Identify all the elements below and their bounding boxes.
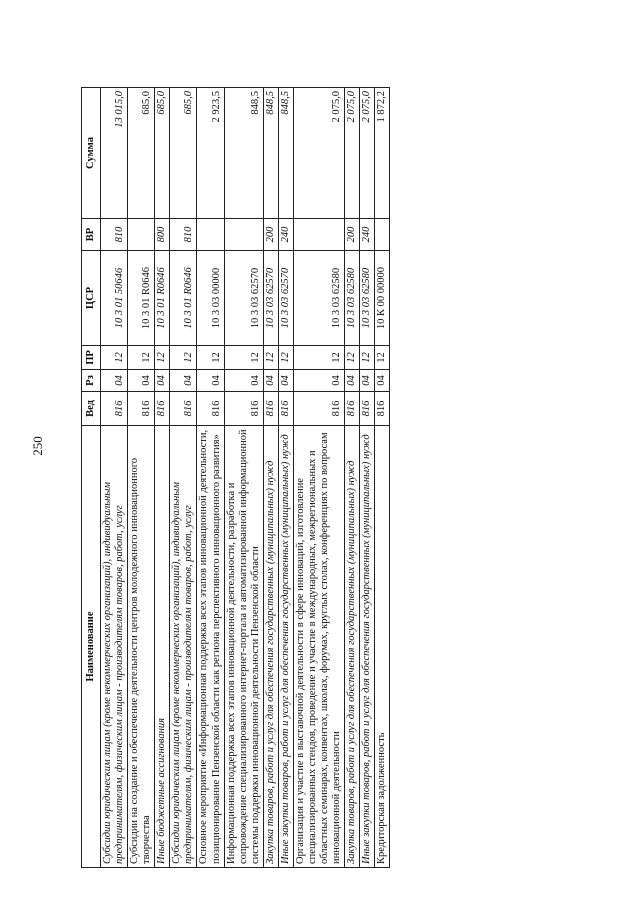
cell-name: Закупка товаров, работ и услуг для обеспечения государственных (муниципальных) нужд xyxy=(263,426,278,868)
cell-rz: 04 xyxy=(197,370,224,392)
table-row xyxy=(360,88,375,868)
cell-sum: 848,5 xyxy=(263,88,278,219)
table-row xyxy=(345,88,360,868)
cell-vr xyxy=(197,219,224,251)
cell-ved: 816 xyxy=(293,392,344,426)
table-row xyxy=(128,88,155,868)
cell-csr: 10 3 03 62580 xyxy=(293,251,344,346)
cell-vr xyxy=(375,219,390,251)
cell-pr: 12 xyxy=(101,346,128,370)
cell-pr: 12 xyxy=(128,346,155,370)
table-header-row xyxy=(82,88,101,868)
cell-rz: 04 xyxy=(224,370,263,392)
cell-pr: 12 xyxy=(170,346,197,370)
cell-sum: 1 872,2 xyxy=(375,88,390,219)
cell-name: Субсидии юридическим лицам (кроме некоммерческих организаций), индивидуальным предпринимателям, физическим лицам - производителям товаров, работ, услуг xyxy=(101,426,128,868)
cell-csr: 10 3 01 50646 xyxy=(101,251,128,346)
cell-sum: 685,0 xyxy=(155,88,170,219)
cell-ved: 816 xyxy=(345,392,360,426)
cell-pr: 12 xyxy=(197,346,224,370)
cell-csr: 10 3 01 R0646 xyxy=(155,251,170,346)
cell-rz: 04 xyxy=(293,370,344,392)
cell-sum: 848,5 xyxy=(278,88,293,219)
cell-rz: 04 xyxy=(360,370,375,392)
cell-vr: 200 xyxy=(263,219,278,251)
header-vr: ВР xyxy=(82,219,101,251)
table-row xyxy=(197,88,224,868)
page-number: 250 xyxy=(30,436,45,456)
cell-csr: 10 3 03 62570 xyxy=(278,251,293,346)
cell-sum: 2 923,5 xyxy=(197,88,224,219)
cell-name: Субсидии юридическим лицам (кроме некоммерческих организаций), индивидуальным предпринимателям, физическим лицам - производителям товаров, работ, услуг xyxy=(170,426,197,868)
header-sum: Сумма xyxy=(82,88,101,219)
cell-vr: 240 xyxy=(278,219,293,251)
cell-rz: 04 xyxy=(128,370,155,392)
table-row xyxy=(101,88,128,868)
cell-ved: 816 xyxy=(375,392,390,426)
cell-vr: 810 xyxy=(101,219,128,251)
cell-ved: 816 xyxy=(128,392,155,426)
cell-name: Основное мероприятие «Информационная поддержка всех этапов инновационной деятельности, позиционирование Пензенской области как региона перспективного инновационного развития» xyxy=(197,426,224,868)
cell-name: Закупка товаров, работ и услуг для обеспечения государственных (муниципальных) нужд xyxy=(345,426,360,868)
cell-ved: 816 xyxy=(224,392,263,426)
cell-name: Кредиторская задолженность xyxy=(375,426,390,868)
cell-vr: 200 xyxy=(345,219,360,251)
cell-ved: 816 xyxy=(197,392,224,426)
cell-rz: 04 xyxy=(170,370,197,392)
cell-vr xyxy=(293,219,344,251)
cell-rz: 04 xyxy=(375,370,390,392)
cell-ved: 816 xyxy=(278,392,293,426)
cell-ved: 816 xyxy=(101,392,128,426)
cell-vr: 810 xyxy=(170,219,197,251)
cell-ved: 816 xyxy=(263,392,278,426)
cell-pr: 12 xyxy=(360,346,375,370)
table-row xyxy=(375,88,390,868)
cell-name: Организация и участие в выставочной деятельности в сфере инноваций, изготовление специализированных стендов, проведение и участие в международных, межрегиональных и областных семинарах, конвентах, школах, форумах, круглых столах, конференциях по вопросам инновационной деятельности xyxy=(293,426,344,868)
cell-csr: 10 3 03 62570 xyxy=(263,251,278,346)
cell-rz: 04 xyxy=(278,370,293,392)
cell-name: Субсидии на создание и обеспечение деятельности центров молодежного инновационного творчества xyxy=(128,426,155,868)
cell-name: Иные закупки товаров, работ и услуг для обеспечения государственных (муниципальных) нужд xyxy=(278,426,293,868)
cell-rz: 04 xyxy=(263,370,278,392)
cell-pr: 12 xyxy=(293,346,344,370)
cell-csr: 10 3 03 62580 xyxy=(360,251,375,346)
cell-csr: 10 3 01 R0646 xyxy=(128,251,155,346)
cell-vr xyxy=(224,219,263,251)
cell-name: Иные закупки товаров, работ и услуг для обеспечения государственных (муниципальных) нужд xyxy=(360,426,375,868)
cell-csr: 10 3 03 62580 xyxy=(345,251,360,346)
cell-name: Иные бюджетные ассигнования xyxy=(155,426,170,868)
cell-sum: 685,0 xyxy=(128,88,155,219)
cell-sum: 2 075,0 xyxy=(293,88,344,219)
cell-pr: 12 xyxy=(375,346,390,370)
cell-pr: 12 xyxy=(278,346,293,370)
cell-pr: 12 xyxy=(155,346,170,370)
header-rz: Рз xyxy=(82,370,101,392)
cell-sum: 848,5 xyxy=(224,88,263,219)
cell-name: Информационная поддержка всех этапов инновационной деятельности, разработка и сопровождение специализированного интернет-портала и автоматизированной информационной системы поддержки инновационной деятельности Пензенской области xyxy=(224,426,263,868)
cell-csr: 10 К 00 00000 xyxy=(375,251,390,346)
cell-sum: 685,0 xyxy=(170,88,197,219)
cell-vr: 800 xyxy=(155,219,170,251)
cell-rz: 04 xyxy=(345,370,360,392)
cell-rz: 04 xyxy=(155,370,170,392)
table-row xyxy=(278,88,293,868)
cell-sum: 2 075,0 xyxy=(360,88,375,219)
table-row xyxy=(293,88,344,868)
header-pr: ПР xyxy=(82,346,101,370)
cell-sum: 13 015,0 xyxy=(101,88,128,219)
cell-pr: 12 xyxy=(224,346,263,370)
cell-pr: 12 xyxy=(345,346,360,370)
table-row xyxy=(155,88,170,868)
cell-ved: 816 xyxy=(360,392,375,426)
cell-csr: 10 3 03 00000 xyxy=(197,251,224,346)
cell-ved: 816 xyxy=(155,392,170,426)
cell-rz: 04 xyxy=(101,370,128,392)
table-row xyxy=(263,88,278,868)
cell-ved: 816 xyxy=(170,392,197,426)
rotated-table-container xyxy=(81,88,553,868)
cell-vr: 240 xyxy=(360,219,375,251)
cell-vr xyxy=(128,219,155,251)
table-row xyxy=(224,88,263,868)
budget-table xyxy=(81,87,390,868)
header-name: Наименование xyxy=(82,426,101,868)
header-csr: ЦСР xyxy=(82,251,101,346)
cell-csr: 10 3 01 R0646 xyxy=(170,251,197,346)
cell-pr: 12 xyxy=(263,346,278,370)
table-row xyxy=(170,88,197,868)
cell-sum: 2 075,0 xyxy=(345,88,360,219)
header-ved: Вед xyxy=(82,392,101,426)
cell-csr: 10 3 03 62570 xyxy=(224,251,263,346)
